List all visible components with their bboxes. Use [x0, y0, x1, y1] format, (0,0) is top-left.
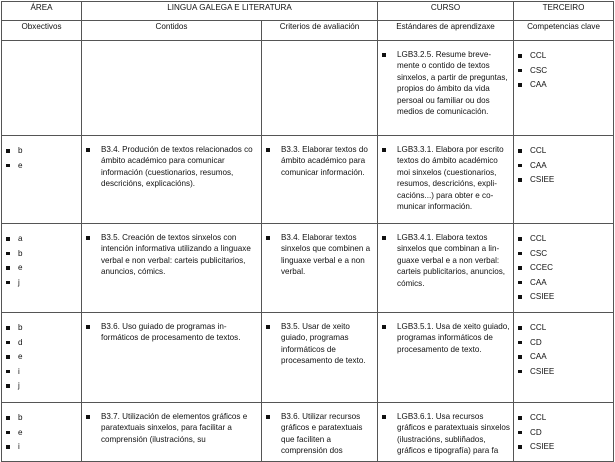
competence-item: CD — [518, 427, 613, 442]
objective-item: j — [6, 277, 81, 292]
content-item: B3.4. Produción de textos relacionados co ámbito académico para comunicar información (cuestionarios, resumos, descricións, explicacións). — [86, 144, 258, 190]
objective-item: e — [6, 160, 81, 175]
col-standards-header: Estándares de aprendizaxe — [378, 21, 514, 41]
objective-item: b — [6, 248, 81, 263]
header-row-2 — [2, 21, 614, 41]
objective-item: e — [6, 262, 81, 277]
curriculum-table — [1, 1, 614, 462]
competence-item: CCL — [518, 412, 613, 427]
competence-item: CSIEE — [518, 174, 613, 189]
table-row — [2, 313, 614, 403]
objective-item: i — [6, 441, 81, 456]
contents-cell — [82, 313, 262, 403]
course-value: TERCEIRO — [514, 2, 614, 21]
objectives-cell — [2, 403, 82, 462]
standards-cell — [378, 41, 514, 136]
contents-cell — [82, 136, 262, 224]
course-label: CURSO — [378, 2, 514, 21]
content-item: B3.5. Creación de textos sinxelos con intención informativa utilizando a linguaxe verbal e non verbal: carteis publicitarios, anuncios, cómics. — [86, 232, 258, 278]
criterion-item: B3.6. Utilizar recursos gráficos e paratextuais que faciliten a comprensión dos — [266, 411, 374, 457]
competence-item: CCEC — [518, 262, 613, 277]
table-row — [2, 136, 614, 224]
header-row-1 — [2, 2, 614, 21]
objectives-cell — [2, 224, 82, 313]
col-objectives-header: Obxectivos — [2, 21, 82, 41]
col-contents-header: Contidos — [82, 21, 262, 41]
criteria-cell — [262, 403, 378, 462]
table-row — [2, 41, 614, 136]
competences-cell — [514, 313, 614, 403]
objectives-cell — [2, 313, 82, 403]
table-row — [2, 403, 614, 462]
contents-cell — [82, 224, 262, 313]
standards-cell — [378, 136, 514, 224]
objective-item: b — [6, 322, 81, 337]
table-row — [2, 224, 614, 313]
competence-item: CSC — [518, 65, 613, 80]
criterion-item: B3.3. Elaborar textos do ámbito académico para comunicar información. — [266, 144, 374, 178]
objectives-cell — [2, 41, 82, 136]
competence-item: CAA — [518, 79, 613, 94]
criterion-item: B3.4. Elaborar textos sinxelos que combinen a linguaxe verbal e a non verbal. — [266, 232, 374, 278]
standard-item: LGB3.4.1. Elabora textos sinxelos que combinan a linguaxe verbal e a non verbal: carteis publicitarios, anuncios, cómics. — [382, 232, 510, 289]
competence-item: CSC — [518, 248, 613, 263]
competence-item: CCL — [518, 50, 613, 65]
objective-item: a — [6, 233, 81, 248]
objective-item: j — [6, 380, 81, 395]
area-label: ÁREA — [2, 2, 82, 21]
objective-item: e — [6, 351, 81, 366]
competences-cell — [514, 136, 614, 224]
standards-cell — [378, 224, 514, 313]
competence-item: CD — [518, 337, 613, 352]
competence-item: CAA — [518, 160, 613, 175]
criteria-cell — [262, 136, 378, 224]
objectives-cell — [2, 136, 82, 224]
standard-item: LGB3.3.1. Elabora por escrito textos do ámbito académico moi sinxelos (cuestionarios, resumos, descricións, explicacións...) para obter e comunicar información. — [382, 144, 510, 212]
criterion-item: B3.5. Usar de xeito guiado, programas informáticos de procesamento de texto. — [266, 321, 374, 367]
competence-item: CCL — [518, 322, 613, 337]
competence-item: CAA — [518, 351, 613, 366]
competence-item: CSIEE — [518, 441, 613, 456]
competence-item: CCL — [518, 145, 613, 160]
subject-title: LINGUA GALEGA E LITERATURA — [82, 2, 378, 21]
col-criteria-header: Criterios de avaliación — [262, 21, 378, 41]
content-item: B3.7. Utilización de elementos gráficos e paratextuais sinxelos, para facilitar a comprensión (ilustracións, su — [86, 411, 258, 445]
contents-cell — [82, 41, 262, 136]
objective-item: i — [6, 366, 81, 381]
content-item: B3.6. Uso guiado de programas informáticos de procesamento de textos. — [86, 321, 258, 344]
standard-item: LGB3.5.1. Usa de xeito guiado, programas informáticos de procesamento de texto. — [382, 321, 510, 355]
competence-item: CSIEE — [518, 291, 613, 306]
competence-item: CSIEE — [518, 366, 613, 381]
standards-cell — [378, 403, 514, 462]
competences-cell — [514, 41, 614, 136]
objective-item: d — [6, 337, 81, 352]
standard-item: LGB3.2.5. Resume brevemente o contido de textos sinxelos, a partir de preguntas, propios do ámbito da vida persoal ou familiar ou dos medios de comunicación. — [382, 49, 510, 117]
criteria-cell — [262, 224, 378, 313]
objective-item: b — [6, 145, 81, 160]
criteria-cell — [262, 41, 378, 136]
col-competences-header: Competencias clave — [514, 21, 614, 41]
contents-cell — [82, 403, 262, 462]
objective-item: e — [6, 427, 81, 442]
competence-item: CCL — [518, 233, 613, 248]
criteria-cell — [262, 313, 378, 403]
competence-item: CAA — [518, 277, 613, 292]
standard-item: LGB3.6.1. Usa recursos gráficos e paratextuais sinxelos (ilustracións, subliñados, gráficos e tipografía) para fa — [382, 411, 510, 457]
competences-cell — [514, 403, 614, 462]
objective-item: b — [6, 412, 81, 427]
competences-cell — [514, 224, 614, 313]
standards-cell — [378, 313, 514, 403]
